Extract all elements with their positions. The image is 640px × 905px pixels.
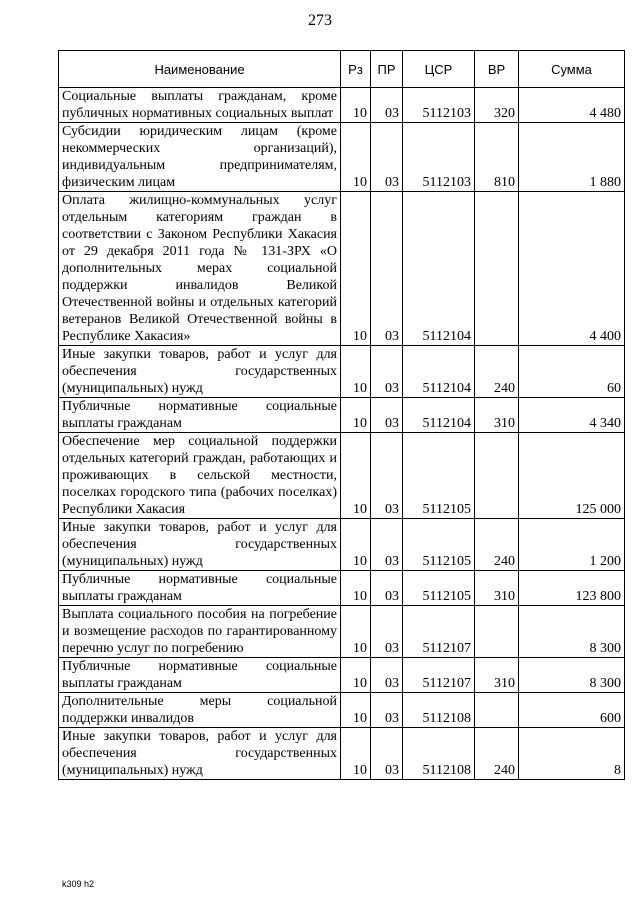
cell-pr: 03 [371,728,403,780]
cell-name: Иные закупки товаров, работ и услуг для обеспечения государственных (муниципальных) нужд [59,346,341,398]
cell-csr: 5112103 [403,123,475,192]
cell-sum: 600 [519,693,625,728]
budget-table [58,50,625,780]
cell-sum: 4 400 [519,192,625,346]
cell-name: Публичные нормативные социальные выплаты гражданам [59,658,341,693]
cell-rz: 10 [341,606,371,658]
cell-rz: 10 [341,433,371,519]
table-row [59,346,625,398]
cell-csr: 5112108 [403,693,475,728]
header-vr: ВР [475,51,519,88]
cell-csr: 5112107 [403,606,475,658]
cell-vr: 310 [475,398,519,433]
cell-sum: 123 800 [519,571,625,606]
cell-csr: 5112104 [403,398,475,433]
cell-vr [475,192,519,346]
cell-vr [475,693,519,728]
cell-csr: 5112104 [403,192,475,346]
cell-sum: 8 [519,728,625,780]
cell-name: Оплата жилищно-коммунальных услуг отдельным категориям граждан в соответствии с Законом Республики Хакасия от 29 декабря 2011 года № 131-ЗРХ «О дополнительных мерах социальной поддержки инвалидов Великой Отечественной войны и отдельных категорий ветеранов Великой Отечественной войны в Республике Хакасия» [59,192,341,346]
header-name: Наименование [59,51,341,88]
cell-sum: 1 880 [519,123,625,192]
cell-vr [475,606,519,658]
cell-pr: 03 [371,606,403,658]
table-row [59,123,625,192]
cell-sum: 8 300 [519,658,625,693]
cell-csr: 5112103 [403,88,475,123]
cell-vr: 310 [475,658,519,693]
cell-name: Дополнительные меры социальной поддержки инвалидов [59,693,341,728]
table-body [59,88,625,780]
table-row [59,606,625,658]
cell-sum: 4 480 [519,88,625,123]
cell-name: Публичные нормативные социальные выплаты гражданам [59,571,341,606]
page-number: 273 [308,12,332,29]
cell-pr: 03 [371,571,403,606]
cell-rz: 10 [341,346,371,398]
cell-pr: 03 [371,88,403,123]
cell-sum: 125 000 [519,433,625,519]
cell-csr: 5112104 [403,346,475,398]
cell-rz: 10 [341,658,371,693]
cell-vr: 240 [475,346,519,398]
table-row [59,693,625,728]
table-row [59,728,625,780]
cell-rz: 10 [341,693,371,728]
cell-rz: 10 [341,88,371,123]
cell-rz: 10 [341,123,371,192]
table-row [59,192,625,346]
cell-pr: 03 [371,398,403,433]
table-row [59,571,625,606]
table-row [59,658,625,693]
cell-pr: 03 [371,123,403,192]
cell-name: Социальные выплаты гражданам, кроме публичных нормативных социальных выплат [59,88,341,123]
footer-code: k309 h2 [62,879,95,889]
cell-sum: 4 340 [519,398,625,433]
cell-vr: 240 [475,519,519,571]
cell-sum: 8 300 [519,606,625,658]
cell-pr: 03 [371,693,403,728]
table-row [59,398,625,433]
cell-csr: 5112108 [403,728,475,780]
cell-csr: 5112107 [403,658,475,693]
cell-vr: 810 [475,123,519,192]
cell-vr: 320 [475,88,519,123]
cell-rz: 10 [341,728,371,780]
table-row [59,433,625,519]
cell-csr: 5112105 [403,519,475,571]
cell-pr: 03 [371,519,403,571]
cell-rz: 10 [341,398,371,433]
table-header-row [59,51,625,88]
cell-rz: 10 [341,192,371,346]
cell-sum: 60 [519,346,625,398]
cell-pr: 03 [371,658,403,693]
cell-csr: 5112105 [403,571,475,606]
cell-rz: 10 [341,571,371,606]
table-row [59,519,625,571]
header-rz: Рз [341,51,371,88]
cell-sum: 1 200 [519,519,625,571]
cell-pr: 03 [371,192,403,346]
cell-csr: 5112105 [403,433,475,519]
cell-name: Публичные нормативные социальные выплаты гражданам [59,398,341,433]
header-sum: Сумма [519,51,625,88]
cell-name: Иные закупки товаров, работ и услуг для обеспечения государственных (муниципальных) нужд [59,728,341,780]
header-csr: ЦСР [403,51,475,88]
header-pr: ПР [371,51,403,88]
cell-name: Выплата социального пособия на погребение и возмещение расходов по гарантированному перечню услуг по погребению [59,606,341,658]
cell-vr [475,433,519,519]
cell-vr: 310 [475,571,519,606]
cell-name: Обеспечение мер социальной поддержки отдельных категорий граждан, работающих и проживающих в сельской местности, поселках городского типа (рабочих поселках) Республики Хакасия [59,433,341,519]
cell-pr: 03 [371,433,403,519]
cell-vr: 240 [475,728,519,780]
cell-rz: 10 [341,519,371,571]
cell-name: Иные закупки товаров, работ и услуг для обеспечения государственных (муниципальных) нужд [59,519,341,571]
cell-pr: 03 [371,346,403,398]
cell-name: Субсидии юридическим лицам (кроме некоммерческих организаций), индивидуальным предпринимателям, физическим лицам [59,123,341,192]
table-row [59,88,625,123]
